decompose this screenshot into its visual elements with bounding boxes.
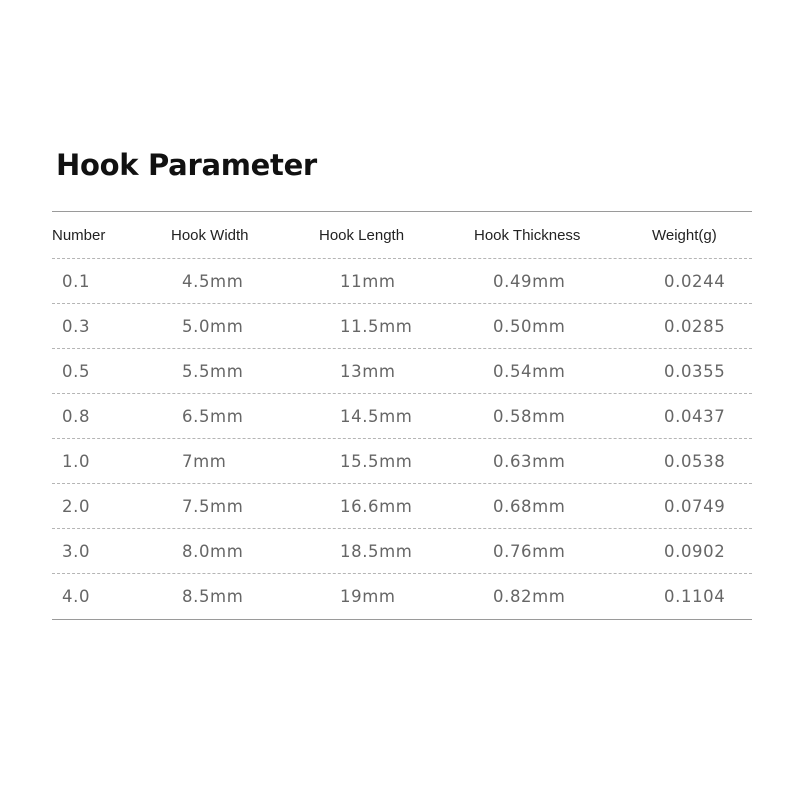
cell-number: 4.0 — [62, 587, 91, 606]
cell-hook-length: 11.5mm — [340, 317, 413, 336]
cell-hook-thickness: 0.63mm — [493, 452, 566, 471]
column-header-number: Number — [52, 227, 106, 244]
cell-weight: 0.1104 — [664, 587, 726, 606]
cell-hook-thickness: 0.76mm — [493, 542, 566, 561]
cell-number: 0.1 — [62, 272, 91, 291]
table-row — [52, 259, 752, 304]
cell-hook-thickness: 0.58mm — [493, 407, 566, 426]
cell-weight: 0.0538 — [664, 452, 726, 471]
cell-hook-length: 15.5mm — [340, 452, 413, 471]
table-bottom-rule — [52, 619, 752, 620]
cell-number: 3.0 — [62, 542, 91, 561]
cell-weight: 0.0285 — [664, 317, 726, 336]
table-row — [52, 529, 752, 574]
cell-hook-length: 14.5mm — [340, 407, 413, 426]
cell-hook-length: 18.5mm — [340, 542, 413, 561]
table-row — [52, 394, 752, 439]
cell-weight: 0.0749 — [664, 497, 726, 516]
cell-hook-thickness: 0.54mm — [493, 362, 566, 381]
cell-weight: 0.0244 — [664, 272, 726, 291]
cell-weight: 0.0902 — [664, 542, 726, 561]
cell-hook-width: 5.5mm — [182, 362, 244, 381]
cell-hook-width: 7.5mm — [182, 497, 244, 516]
table-header-row — [52, 212, 752, 259]
cell-hook-thickness: 0.82mm — [493, 587, 566, 606]
cell-hook-thickness: 0.50mm — [493, 317, 566, 336]
cell-number: 2.0 — [62, 497, 91, 516]
cell-hook-width: 8.0mm — [182, 542, 244, 561]
column-header-hook-width: Hook Width — [171, 227, 249, 244]
cell-hook-length: 11mm — [340, 272, 396, 291]
column-header-hook-length: Hook Length — [319, 227, 405, 244]
table-row — [52, 349, 752, 394]
table-row — [52, 574, 752, 619]
column-header-hook-thickness: Hook Thickness — [474, 227, 581, 244]
cell-hook-width: 7mm — [182, 452, 227, 471]
cell-hook-length: 19mm — [340, 587, 396, 606]
column-header-weight: Weight(g) — [652, 227, 717, 244]
table-row — [52, 304, 752, 349]
cell-weight: 0.0355 — [664, 362, 726, 381]
table-row — [52, 484, 752, 529]
cell-number: 1.0 — [62, 452, 91, 471]
cell-hook-thickness: 0.68mm — [493, 497, 566, 516]
cell-hook-width: 6.5mm — [182, 407, 244, 426]
cell-hook-length: 16.6mm — [340, 497, 413, 516]
cell-weight: 0.0437 — [664, 407, 726, 426]
cell-number: 0.5 — [62, 362, 91, 381]
table-row — [52, 439, 752, 484]
cell-hook-length: 13mm — [340, 362, 396, 381]
page-title: Hook Parameter — [56, 148, 317, 182]
cell-hook-width: 5.0mm — [182, 317, 244, 336]
cell-number: 0.8 — [62, 407, 91, 426]
cell-hook-width: 8.5mm — [182, 587, 244, 606]
cell-number: 0.3 — [62, 317, 91, 336]
cell-hook-thickness: 0.49mm — [493, 272, 566, 291]
cell-hook-width: 4.5mm — [182, 272, 244, 291]
